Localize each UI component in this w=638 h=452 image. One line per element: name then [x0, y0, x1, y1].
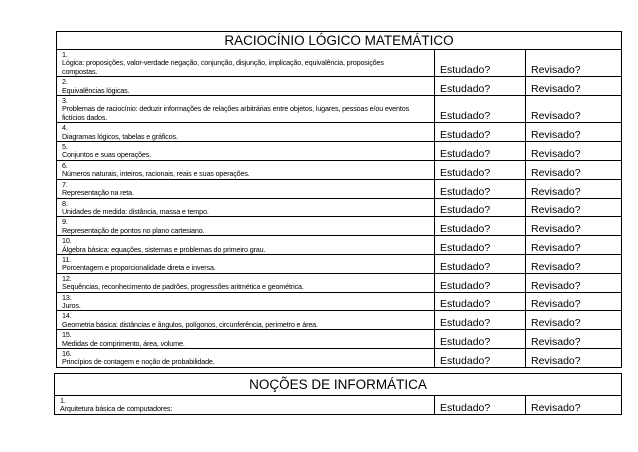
section-title-row: [55, 374, 622, 396]
reviewed-status: Revisado?: [526, 292, 622, 311]
reviewed-status: Revisado?: [526, 160, 622, 179]
topic-number: 1.: [62, 50, 68, 59]
studied-status: Estudado?: [435, 50, 526, 77]
studied-status: Estudado?: [435, 311, 526, 330]
studied-status: Estudado?: [435, 160, 526, 179]
raciocinio-logico-body: [57, 32, 622, 368]
topic-row: [57, 311, 622, 330]
topic-row: [57, 179, 622, 198]
topic-cell: [57, 142, 435, 161]
topic-number: 4.: [62, 123, 68, 133]
studied-status: Estudado?: [435, 292, 526, 311]
reviewed-status: Revisado?: [526, 198, 622, 217]
reviewed-status: Revisado?: [526, 273, 622, 292]
topic-number: 5.: [62, 142, 68, 152]
topic-row: [57, 349, 622, 368]
studied-status: Estudado?: [435, 273, 526, 292]
topic-text: Problemas de raciocínio: deduzir informações de relações arbitrárias entre objetos, lugares, pessoas e/ou eventos fictícios dados.: [62, 104, 410, 122]
topic-text: Porcentagem e proporcionalidade direta e inversa.: [62, 263, 216, 273]
topic-text: Álgebra básica: equações, sistemas e problemas do primeiro grau.: [62, 244, 266, 254]
studied-status: Estudado?: [435, 142, 526, 161]
topic-text: Geometria básica: distâncias e ângulos, polígonos, circunferência, perímetro e área.: [62, 319, 318, 329]
topic-cell: [57, 311, 435, 330]
topic-row: [57, 142, 622, 161]
topic-row: [57, 160, 622, 179]
topic-cell: [57, 179, 435, 198]
topic-cell: [57, 254, 435, 273]
topic-text: Sequências, reconhecimento de padrões, progressões aritmética e geométrica.: [62, 282, 304, 292]
topic-cell: [57, 123, 435, 142]
reviewed-status: Revisado?: [526, 123, 622, 142]
topic-row: [57, 292, 622, 311]
reviewed-status: Revisado?: [526, 311, 622, 330]
raciocinio-logico-table: [56, 31, 622, 368]
studied-status: Estudado?: [435, 236, 526, 255]
reviewed-status: Revisado?: [526, 330, 622, 349]
topic-cell: [57, 96, 435, 123]
topic-cell: [57, 330, 435, 349]
topic-row: [57, 96, 622, 123]
reviewed-status: Revisado?: [526, 349, 622, 368]
studied-status: Estudado?: [435, 179, 526, 198]
topic-cell: [57, 160, 435, 179]
topic-number: 14.: [62, 311, 72, 321]
topic-row: [57, 198, 622, 217]
topic-number: 3.: [62, 96, 68, 106]
topic-number: 1.: [60, 396, 66, 405]
studied-status: Estudado?: [435, 96, 526, 123]
topic-number: 12.: [62, 273, 72, 283]
topic-cell: [57, 349, 435, 368]
reviewed-status: Revisado?: [526, 236, 622, 255]
studied-status: Estudado?: [435, 217, 526, 236]
topic-cell: [57, 77, 435, 96]
section-title-row: [57, 32, 622, 50]
topic-text: Arquitetura básica de computadores:: [60, 404, 173, 414]
topic-row: [57, 254, 622, 273]
topic-number: 6.: [62, 160, 68, 170]
topic-number: 9.: [62, 217, 68, 227]
topic-number: 2.: [62, 77, 68, 87]
topic-number: 16.: [62, 349, 72, 358]
reviewed-status: Revisado?: [526, 96, 622, 123]
section-title: RACIOCÍNIO LÓGICO MATEMÁTICO: [57, 32, 622, 50]
topic-text: Medidas de comprimento, área, volume.: [62, 338, 185, 348]
topic-cell: [57, 236, 435, 255]
reviewed-status: Revisado?: [526, 50, 622, 77]
studied-status: Estudado?: [435, 198, 526, 217]
topic-text: Lógica: proposições, valor-verdade negação, conjunção, disjunção, implicação, equivalência, proposições compostas.: [62, 58, 384, 76]
topic-row: [57, 50, 622, 77]
topic-row: [57, 123, 622, 142]
topic-cell: [57, 273, 435, 292]
topic-number: 15.: [62, 330, 72, 340]
nocoes-informatica-table: [54, 373, 622, 415]
reviewed-status: Revisado?: [526, 77, 622, 96]
topic-row: [57, 217, 622, 236]
topic-text: Representação na reta.: [62, 188, 134, 198]
section-title: NOÇÕES DE INFORMÁTICA: [55, 374, 622, 396]
topic-number: 13.: [62, 292, 72, 302]
studied-status: Estudado?: [435, 396, 526, 415]
topic-cell: [57, 198, 435, 217]
topic-row: [57, 236, 622, 255]
topic-text: Números naturais, inteiros, racionais, reais e suas operações.: [62, 169, 250, 179]
studied-status: Estudado?: [435, 77, 526, 96]
topic-text: Juros.: [62, 300, 81, 310]
topic-text: Conjuntos e suas operações.: [62, 150, 152, 160]
topic-text: Unidades de medida: distância, massa e tempo.: [62, 206, 209, 216]
topic-cell: [57, 217, 435, 236]
topic-row: [55, 396, 622, 415]
topic-number: 7.: [62, 179, 68, 189]
topic-cell: [55, 396, 435, 415]
studied-status: Estudado?: [435, 254, 526, 273]
reviewed-status: Revisado?: [526, 142, 622, 161]
nocoes-informatica-body: [55, 374, 622, 415]
topic-cell: [57, 50, 435, 77]
topic-number: 8.: [62, 198, 68, 208]
topic-row: [57, 330, 622, 349]
topic-text: Diagramas lógicos, tabelas e gráficos.: [62, 131, 178, 141]
topic-row: [57, 273, 622, 292]
studied-status: Estudado?: [435, 123, 526, 142]
topic-cell: [57, 292, 435, 311]
reviewed-status: Revisado?: [526, 217, 622, 236]
reviewed-status: Revisado?: [526, 254, 622, 273]
topic-row: [57, 77, 622, 96]
topic-number: 11.: [62, 254, 72, 264]
reviewed-status: Revisado?: [526, 179, 622, 198]
topic-text: Representação de pontos no plano cartesiano.: [62, 225, 205, 235]
topic-text: Princípios de contagem e noção de probabilidade.: [62, 357, 215, 367]
studied-status: Estudado?: [435, 330, 526, 349]
topic-text: Equivalências lógicas.: [62, 85, 130, 95]
studied-status: Estudado?: [435, 349, 526, 368]
topic-number: 10.: [62, 236, 72, 246]
reviewed-status: Revisado?: [526, 396, 622, 415]
